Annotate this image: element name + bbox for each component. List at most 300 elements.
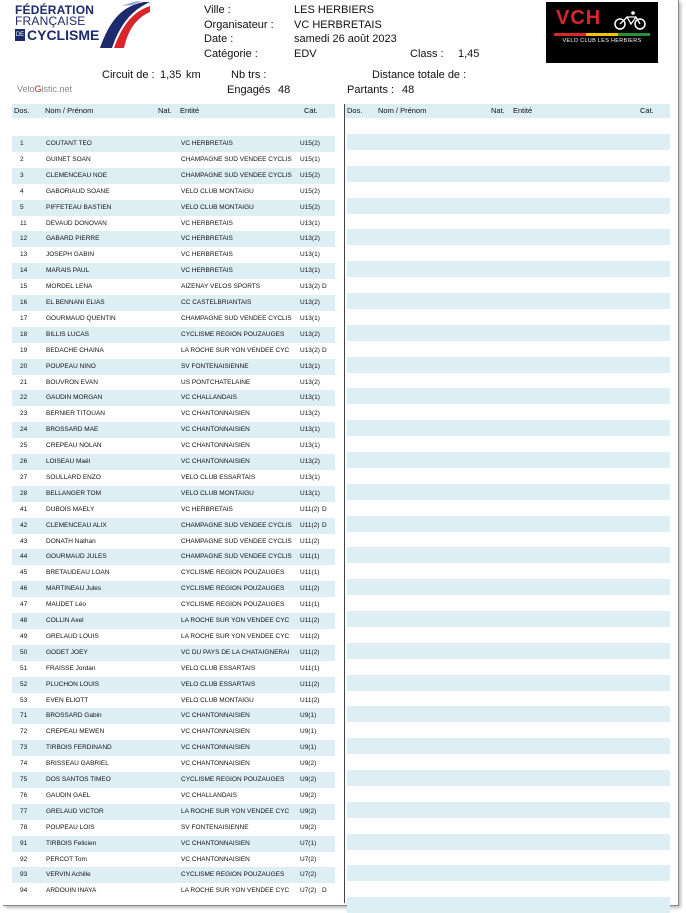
table-row <box>12 534 335 550</box>
table-row <box>12 724 335 740</box>
cell-entity: VC HERBRETAIS <box>181 219 233 227</box>
cell-dos: 42 <box>20 521 28 529</box>
cell-dos: 53 <box>20 696 28 704</box>
empty-row-right <box>347 484 670 500</box>
table-row <box>12 295 335 311</box>
table-row <box>12 406 335 422</box>
cell-entity: VELO CLUB MONTAIGU <box>181 489 254 497</box>
cell-entity: VELO CLUB MONTAIGU <box>181 187 254 195</box>
empty-row-right <box>347 166 670 182</box>
table-header-left <box>12 104 335 118</box>
empty-row-right <box>347 452 670 468</box>
empty-row-right <box>347 770 670 786</box>
cell-dos: 48 <box>20 617 28 624</box>
vch-logo-text: VCH <box>556 7 602 29</box>
class-value: 1,45 <box>458 48 480 60</box>
cell-flag: D <box>322 346 327 354</box>
cell-name: BRETAUDEAU LOAN <box>46 569 110 577</box>
cell-dos: 2 <box>20 155 24 163</box>
cell-name: PLUCHON LOUIS <box>46 680 100 688</box>
cell-category: U9(1) <box>300 712 317 720</box>
velogistic-prefix: Velo <box>17 84 35 94</box>
cell-category: U13(2) <box>300 299 320 306</box>
ville-value: LES HERBIERS <box>294 4 375 16</box>
table-row <box>12 613 335 629</box>
cell-name: DOS SANTOS TIMEO <box>46 776 111 783</box>
partants-label: Partants : <box>347 84 395 96</box>
engages-label: Engagés <box>227 84 271 96</box>
cell-dos: 3 <box>20 171 24 179</box>
cell-category: U13(2) <box>300 410 320 418</box>
table-row <box>12 788 335 804</box>
spacer-row <box>12 118 335 134</box>
cell-name: GABARD PIERRE <box>46 235 100 243</box>
table-row <box>12 883 335 899</box>
partants-value: 48 <box>402 84 415 96</box>
cell-name: PIFFETEAU BASTIEN <box>46 203 112 211</box>
cell-category: U11(2) <box>300 521 320 529</box>
cell-name: DONATH Nathan <box>46 537 96 545</box>
cell-name: BRISSEAU GABRIEL <box>46 760 109 768</box>
cell-dos: 27 <box>20 473 28 481</box>
cell-name: BEDACHE CHAINA <box>46 346 104 354</box>
cell-name: BOUVRON EVAN <box>46 378 98 386</box>
cell-category: U11(2) <box>300 680 320 688</box>
cell-dos: 17 <box>20 314 28 322</box>
ffc-logo-line3: CYCLISME <box>27 27 100 43</box>
cell-dos: 43 <box>20 537 28 545</box>
cell-dos: 47 <box>20 601 28 609</box>
cell-entity: VC HERBRETAIS <box>181 267 233 275</box>
empty-row-right <box>347 198 670 214</box>
cell-dos: 4 <box>20 187 24 195</box>
table-row <box>12 597 335 613</box>
cell-dos: 76 <box>20 791 28 799</box>
cell-name: GAUDIN GAEL <box>46 791 91 799</box>
table-row <box>12 486 335 502</box>
cell-dos: 44 <box>20 553 28 561</box>
cell-name: MARTINEAU Jules <box>46 585 102 593</box>
empty-row-right <box>347 388 670 404</box>
cell-entity: VELO CLUB ESSARTAIS <box>181 664 256 672</box>
circuit-value: 1,35 <box>160 69 182 81</box>
header-entite: Entité <box>180 106 200 115</box>
table-row <box>12 184 335 200</box>
cell-name: CREPEAU NOLAN <box>46 442 102 450</box>
cell-dos: 12 <box>20 235 28 243</box>
cell-category: U13(1) <box>300 426 320 434</box>
circuit-unit: km <box>186 69 201 81</box>
cell-category: U7(2) <box>300 887 317 895</box>
cell-entity: VC CHANTONNAISIEN <box>181 728 250 736</box>
cell-dos: 26 <box>20 458 28 465</box>
header-entite-right: Entité <box>513 106 533 115</box>
cell-name: CLEMENCEAU ALIX <box>46 521 107 529</box>
table-row <box>12 549 335 565</box>
cell-name: TIRBOIS FERDINAND <box>46 744 112 752</box>
header-cat: Cat. <box>304 106 318 115</box>
cell-entity: VC CHANTONNAISIEN <box>181 712 250 720</box>
cell-category: U11(1) <box>300 664 320 672</box>
cell-name: ARDOUIN INAYA <box>46 887 97 895</box>
cell-category: U9(2) <box>300 791 317 799</box>
cell-category: U13(1) <box>300 219 320 227</box>
cell-entity: VC CHANTONNAISIEN <box>181 426 250 434</box>
cell-name: EVEN ELIOTT <box>46 696 89 704</box>
table-row <box>12 565 335 581</box>
cell-entity: CHAMPAGNE SUD VENDEE CYCLIS <box>181 537 292 545</box>
empty-row-right <box>347 738 670 754</box>
ffc-logo-de: DE <box>15 29 25 41</box>
cell-category: U9(1) <box>300 744 317 752</box>
table-row <box>12 804 335 820</box>
cell-category: U9(2) <box>300 760 317 768</box>
table-row <box>12 708 335 724</box>
empty-row-right <box>347 516 670 532</box>
ville-label: Ville : <box>204 4 231 16</box>
distance-label: Distance totale de : <box>372 69 467 81</box>
empty-row-right <box>347 706 670 722</box>
cell-entity: VC CHANTONNAISIEN <box>181 839 250 847</box>
cell-dos: 13 <box>20 251 28 259</box>
table-row <box>12 247 335 263</box>
empty-row-right <box>347 134 670 150</box>
nb-trs-label: Nb trs : <box>231 69 267 81</box>
table-row <box>12 645 335 661</box>
cell-entity: CC CASTELBRIANTAIS <box>181 299 252 306</box>
cell-dos: 1 <box>20 140 24 147</box>
cell-category: U13(1) <box>300 394 320 402</box>
table-row <box>12 581 335 597</box>
empty-row-right <box>347 611 670 627</box>
cell-category: U13(1) <box>300 314 320 322</box>
cell-entity: VC CHANTONNAISIEN <box>181 760 250 768</box>
cell-entity: CYCLISME REGION POUZAUGES <box>181 330 285 338</box>
cell-category: U7(2) <box>300 855 317 863</box>
cell-entity: CYCLISME REGION POUZAUGES <box>181 569 285 577</box>
cyclist-icon <box>612 10 648 30</box>
cell-dos: 74 <box>20 760 28 768</box>
cell-dos: 16 <box>20 299 28 306</box>
table-row <box>12 390 335 406</box>
cell-name: LOISEAU Maël <box>46 458 91 465</box>
cell-entity: VC CHALLANDAIS <box>181 791 237 799</box>
cell-flag: D <box>322 505 327 513</box>
table-row <box>12 867 335 883</box>
cell-category: U7(1) <box>300 839 317 847</box>
cell-name: BERNIER TITOUAN <box>46 410 105 418</box>
cell-entity: CHAMPAGNE SUD VENDEE CYCLIS <box>181 553 292 561</box>
cell-dos: 94 <box>20 887 28 895</box>
cell-entity: SV FONTENAISIENNE <box>181 362 249 370</box>
class-label: Class : <box>410 48 444 60</box>
table-row <box>12 693 335 709</box>
table-row <box>12 263 335 279</box>
cell-category: U13(1) <box>300 442 320 450</box>
empty-row-right <box>347 675 670 691</box>
cell-name: BILLIS LUCAS <box>46 330 89 338</box>
cell-category: U11(1) <box>300 553 320 561</box>
header-cat-right: Cat. <box>640 106 654 115</box>
cell-name: CREPEAU MEWEN <box>46 728 105 736</box>
cell-entity: VC HERBRETAIS <box>181 505 233 513</box>
table-row <box>12 216 335 232</box>
empty-row-right <box>347 643 670 659</box>
cell-category: U15(2) <box>300 140 320 147</box>
table-header-right <box>345 104 670 118</box>
table-row <box>12 136 335 152</box>
table-row <box>12 470 335 486</box>
ffc-logo <box>7 0 147 50</box>
cell-category: U9(2) <box>300 807 317 815</box>
table-row <box>12 772 335 788</box>
cell-entity: LA ROCHE SUR YON VENDEE CYC <box>181 887 290 895</box>
cell-dos: 51 <box>20 664 28 672</box>
header-dos: Dos. <box>14 106 30 115</box>
table-row <box>12 359 335 375</box>
cell-dos: 23 <box>20 410 28 418</box>
categorie-label: Catégorie : <box>204 48 258 60</box>
cell-dos: 91 <box>20 839 28 847</box>
cell-category: U15(2) <box>300 187 320 195</box>
cell-entity: VC HERBRETAIS <box>181 251 233 259</box>
cell-category: U13(1) <box>300 267 320 275</box>
vch-logo-subtitle: VELO CLUB LES HERBIERS <box>562 38 642 44</box>
table-row <box>12 375 335 391</box>
cell-category: U7(2) <box>300 871 317 879</box>
cell-dos: 15 <box>20 283 28 291</box>
table-row <box>12 311 335 327</box>
cell-dos: 20 <box>20 362 28 370</box>
table-row <box>12 200 335 216</box>
empty-row-right <box>347 420 670 436</box>
table-row <box>12 279 335 295</box>
cell-category: U13(2) <box>300 283 320 291</box>
cell-dos: 22 <box>20 394 28 402</box>
cell-category: U15(1) <box>300 155 320 163</box>
vch-color-stripe <box>554 33 650 36</box>
cell-name: BROSSARD MAE <box>46 426 99 434</box>
cell-entity: CHAMPAGNE SUD VENDEE CYCLIS <box>181 155 292 163</box>
header-nom-right: Nom / Prénom <box>378 106 427 115</box>
empty-row-right <box>347 325 670 341</box>
cell-dos: 14 <box>20 267 28 275</box>
table-row <box>12 454 335 470</box>
empty-row-right <box>347 357 670 373</box>
header-nat: Nat. <box>158 106 172 115</box>
categorie-value: EDV <box>294 48 317 60</box>
cell-category: U13(2) <box>300 330 320 338</box>
engages-value: 48 <box>278 84 291 96</box>
cell-dos: 45 <box>20 569 28 577</box>
cell-entity: CYCLISME REGION POUZAUGES <box>181 601 285 609</box>
cell-category: U11(2) <box>300 648 320 656</box>
cell-category: U11(2) <box>300 585 320 593</box>
ffc-logo-line2: FRANÇAISE <box>15 14 86 28</box>
ffc-swoosh-graphic <box>92 0 152 50</box>
cell-name: VERVIN Achille <box>46 871 91 879</box>
cell-dos: 5 <box>20 203 24 211</box>
cell-name: GOURMAUD JULES <box>46 553 107 561</box>
cell-entity: LA ROCHE SUR YON VENDEE CYC <box>181 807 290 815</box>
cell-name: SOULLARD ENZO <box>46 473 101 481</box>
cell-category: U13(2) <box>300 235 320 243</box>
header-dos-right: Dos. <box>347 106 363 115</box>
cell-entity: VC CHANTONNAISIEN <box>181 855 250 863</box>
cell-dos: 93 <box>20 871 28 879</box>
table-row <box>12 343 335 359</box>
cell-name: MAUDET Léo <box>46 601 86 609</box>
cell-category: U11(2) <box>300 632 320 640</box>
cell-entity: VELO CLUB ESSARTAIS <box>181 473 256 481</box>
cell-flag: D <box>322 521 327 529</box>
cell-entity: SV FONTENAISIENNE <box>181 823 249 831</box>
table-row <box>12 629 335 645</box>
table-row <box>12 422 335 438</box>
cell-entity: AIZENAY VELOS SPORTS <box>181 283 261 291</box>
cell-name: COUTANT TEO <box>46 140 92 147</box>
cell-dos: 18 <box>20 330 28 338</box>
cell-name: TIRBOIS Felicien <box>46 839 97 847</box>
cell-flag: D <box>322 283 327 291</box>
cell-entity: LA ROCHE SUR YON VENDEE CYC <box>181 346 290 354</box>
cell-category: U9(1) <box>300 728 317 736</box>
cell-flag: D <box>322 887 327 895</box>
table-row <box>12 677 335 693</box>
empty-row-right <box>347 261 670 277</box>
cell-category: U9(2) <box>300 776 317 783</box>
cell-dos: 25 <box>20 442 28 450</box>
cell-name: GODET JOEY <box>46 648 88 656</box>
cell-dos: 78 <box>20 823 28 831</box>
cell-entity: VC HERBRETAIS <box>181 235 233 243</box>
cell-name: POUPEAU NINO <box>46 362 96 370</box>
cell-name: GOURMAUD QUENTIN <box>46 314 116 322</box>
cell-category: U13(1) <box>300 489 320 497</box>
cell-entity: VELO CLUB MONTAIGU <box>181 203 254 211</box>
cell-entity: VC CHANTONNAISIEN <box>181 442 250 450</box>
cell-category: U13(2) <box>300 378 320 386</box>
empty-row-right <box>347 834 670 850</box>
cell-name: BELLANGER TOM <box>46 489 102 497</box>
cell-dos: 49 <box>20 632 28 640</box>
cell-category: U11(1) <box>300 569 320 577</box>
empty-row-right <box>347 547 670 563</box>
cell-dos: 92 <box>20 855 28 863</box>
cell-dos: 46 <box>20 585 28 593</box>
cell-category: U13(2) <box>300 346 320 354</box>
cell-category: U11(2) <box>300 696 320 704</box>
cell-entity: LA ROCHE SUR YON VENDEE CYC <box>181 632 290 640</box>
header-nat-right: Nat. <box>491 106 505 115</box>
cell-name: PERCOT Tom <box>46 855 87 863</box>
cell-name: MARAIS PAUL <box>46 267 90 275</box>
table-row <box>12 836 335 852</box>
cell-dos: 52 <box>20 680 28 688</box>
cell-dos: 50 <box>20 648 28 656</box>
cell-category: U13(2) <box>300 458 320 465</box>
cell-category: U15(2) <box>300 171 320 179</box>
cell-name: POUPEAU LOIS <box>46 823 95 831</box>
column-divider-left <box>344 104 345 903</box>
cell-name: GAUDIN MORGAN <box>46 394 103 402</box>
cell-dos: 75 <box>20 776 28 783</box>
table-row <box>12 518 335 534</box>
table-row <box>12 231 335 247</box>
empty-row-right <box>347 802 670 818</box>
velogistic-highlight: G <box>34 84 42 94</box>
table-row <box>12 327 335 343</box>
cell-entity: VC DU PAYS DE LA CHATAIGNERAI <box>181 648 290 656</box>
table-row <box>12 756 335 772</box>
cell-category: U13(1) <box>300 362 320 370</box>
cell-entity: US PONTCHATELAINE <box>181 378 251 386</box>
cell-dos: 11 <box>20 219 27 227</box>
cell-name: BROSSARD Gabin <box>46 712 102 720</box>
organisateur-label: Organisateur : <box>204 19 274 31</box>
cell-name: DUBOIS MAELY <box>46 505 95 513</box>
cell-category: U15(2) <box>300 203 320 211</box>
velogistic-brand <box>17 84 72 94</box>
cell-dos: 19 <box>20 346 28 354</box>
cell-name: MORDEL LENA <box>46 283 93 291</box>
cell-entity: CYCLISME REGION POUZAUGES <box>181 776 285 783</box>
cell-name: GRELAUD LOUIS <box>46 632 99 640</box>
cell-category: U11(2) <box>300 537 320 545</box>
cell-entity: CYCLISME REGION POUZAUGES <box>181 585 285 593</box>
cell-category: U11(2) <box>300 505 320 513</box>
cell-entity: VELO CLUB ESSARTAIS <box>181 680 256 688</box>
cell-name: COLLIN Axel <box>46 617 84 624</box>
cell-entity: VC HERBRETAIS <box>181 140 233 147</box>
table-row <box>12 740 335 756</box>
empty-row-right <box>347 865 670 881</box>
date-value: samedi 26 août 2023 <box>294 33 397 45</box>
table-row <box>12 438 335 454</box>
cell-category: U13(1) <box>300 251 320 259</box>
circuit-label: Circuit de : <box>102 69 155 81</box>
cell-dos: 28 <box>20 489 28 497</box>
empty-row-right <box>347 229 670 245</box>
table-row <box>12 502 335 518</box>
empty-row-right <box>347 293 670 309</box>
cell-dos: 24 <box>20 426 28 434</box>
cell-name: CLEMENCEAU NOE <box>46 171 108 179</box>
cell-dos: 73 <box>20 744 28 752</box>
cell-name: GRELAUD VICTOR <box>46 807 104 815</box>
table-row <box>12 820 335 836</box>
cell-dos: 71 <box>20 712 28 720</box>
cell-name: FRAISSE Jordan <box>46 664 96 672</box>
table-row <box>12 152 335 168</box>
cell-name: JOSEPH GABIN <box>46 251 95 259</box>
cell-entity: VC CHANTONNAISIEN <box>181 410 250 418</box>
cell-entity: VC CHALLANDAIS <box>181 394 237 402</box>
cell-dos: 77 <box>20 807 28 815</box>
cell-entity: LA ROCHE SUR YON VENDEE CYC <box>181 617 290 624</box>
empty-row-right <box>347 579 670 595</box>
cell-dos: 72 <box>20 728 28 736</box>
ffc-logo-line1: FÉDÉRATION <box>15 3 95 17</box>
date-label: Date : <box>204 33 234 45</box>
organisateur-value: VC HERBRETAIS <box>294 19 382 31</box>
vch-club-logo <box>546 2 658 63</box>
cell-category: U11(1) <box>300 601 320 609</box>
table-row <box>12 168 335 184</box>
cell-dos: 41 <box>20 505 28 513</box>
table-row <box>12 661 335 677</box>
cell-entity: VC CHANTONNAISIEN <box>181 744 250 752</box>
